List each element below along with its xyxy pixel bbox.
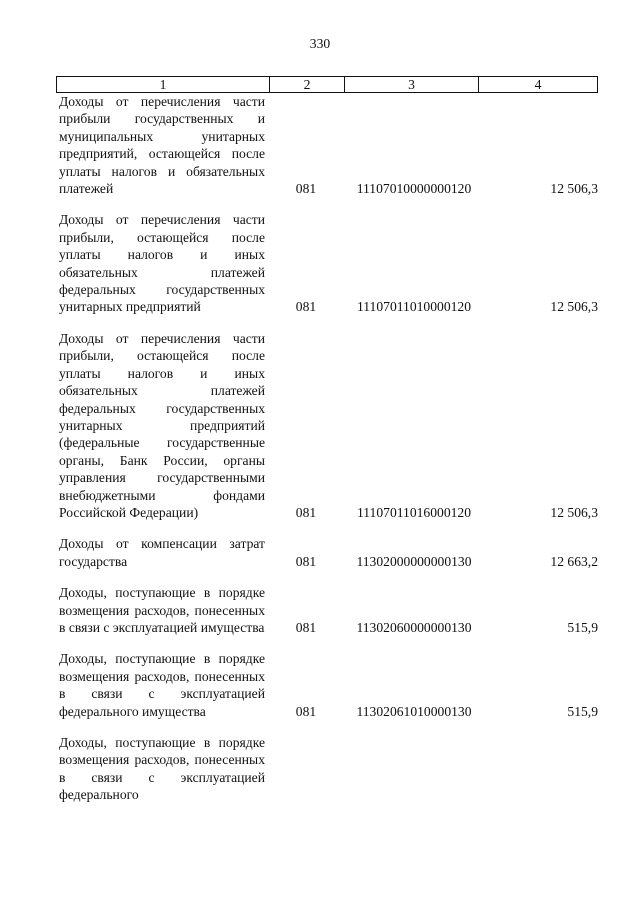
- table-row: [57, 330, 598, 521]
- row-amount: 12 506,3: [550, 299, 598, 315]
- row-admin-code: 081: [295, 553, 317, 569]
- row-description: Доходы от перечисления части прибыли, остающейся после уплаты налогов и иных обязательных платежей федеральных государственных унитарных предприятий: [59, 212, 265, 315]
- row-description: Доходы от перечисления части прибыли государственных и муниципальных унитарных предприятий, остающейся после уплаты налогов и обязательных платежей: [59, 94, 265, 197]
- row-description: Доходы от перечисления части прибыли, остающейся после уплаты налогов и иных обязательных платежей федеральных государственных унитарных предприятий (федеральные государственные органы, Банк России, органы управления государственными внебюджетными фондами Российской Федерации): [59, 330, 265, 520]
- row-kbk-code: 11302060000000130: [356, 619, 472, 635]
- table-row: [57, 584, 598, 636]
- table-header-col-2: 2: [270, 77, 345, 92]
- row-amount: 12 663,2: [550, 553, 598, 569]
- row-amount: 515,9: [567, 703, 598, 719]
- row-admin-code: 081: [295, 619, 317, 635]
- row-amount: 515,9: [567, 619, 598, 635]
- row-admin-code: 081: [295, 703, 317, 719]
- table-row: [57, 93, 598, 197]
- table-header-col-3: 3: [345, 77, 479, 92]
- row-description: Доходы, поступающие в порядке возмещения расходов, понесенных в связи с эксплуатацией имущества: [59, 585, 265, 635]
- row-kbk-code: 11302000000000130: [356, 553, 472, 569]
- row-description: Доходы от компенсации затрат государства: [59, 536, 265, 569]
- table-row: [57, 734, 598, 804]
- row-kbk-code: 11107011016000120: [356, 504, 472, 520]
- row-kbk-code: 11107010000000120: [356, 181, 472, 197]
- row-kbk-code: 11302061010000130: [356, 703, 472, 719]
- row-admin-code: 081: [295, 504, 317, 520]
- page-number: 330: [309, 36, 331, 51]
- table-body: [57, 93, 598, 818]
- table-header-col-4: 4: [534, 77, 542, 92]
- row-admin-code: 081: [295, 181, 317, 197]
- table-row: [57, 650, 598, 720]
- row-kbk-code: 11107011010000120: [356, 299, 472, 315]
- row-amount: 12 506,3: [550, 181, 598, 197]
- row-admin-code: 081: [295, 299, 317, 315]
- table-header-row: [56, 76, 598, 93]
- table-row: [57, 211, 598, 315]
- row-description: Доходы, поступающие в порядке возмещения расходов, понесенных в связи с эксплуатацией федерального имущества: [59, 651, 265, 719]
- row-description: Доходы, поступающие в порядке возмещения расходов, понесенных в связи с эксплуатацией федерального: [59, 735, 265, 803]
- table-row: [57, 535, 598, 570]
- row-amount: 12 506,3: [550, 504, 598, 520]
- table-header-col-1: 1: [57, 77, 270, 92]
